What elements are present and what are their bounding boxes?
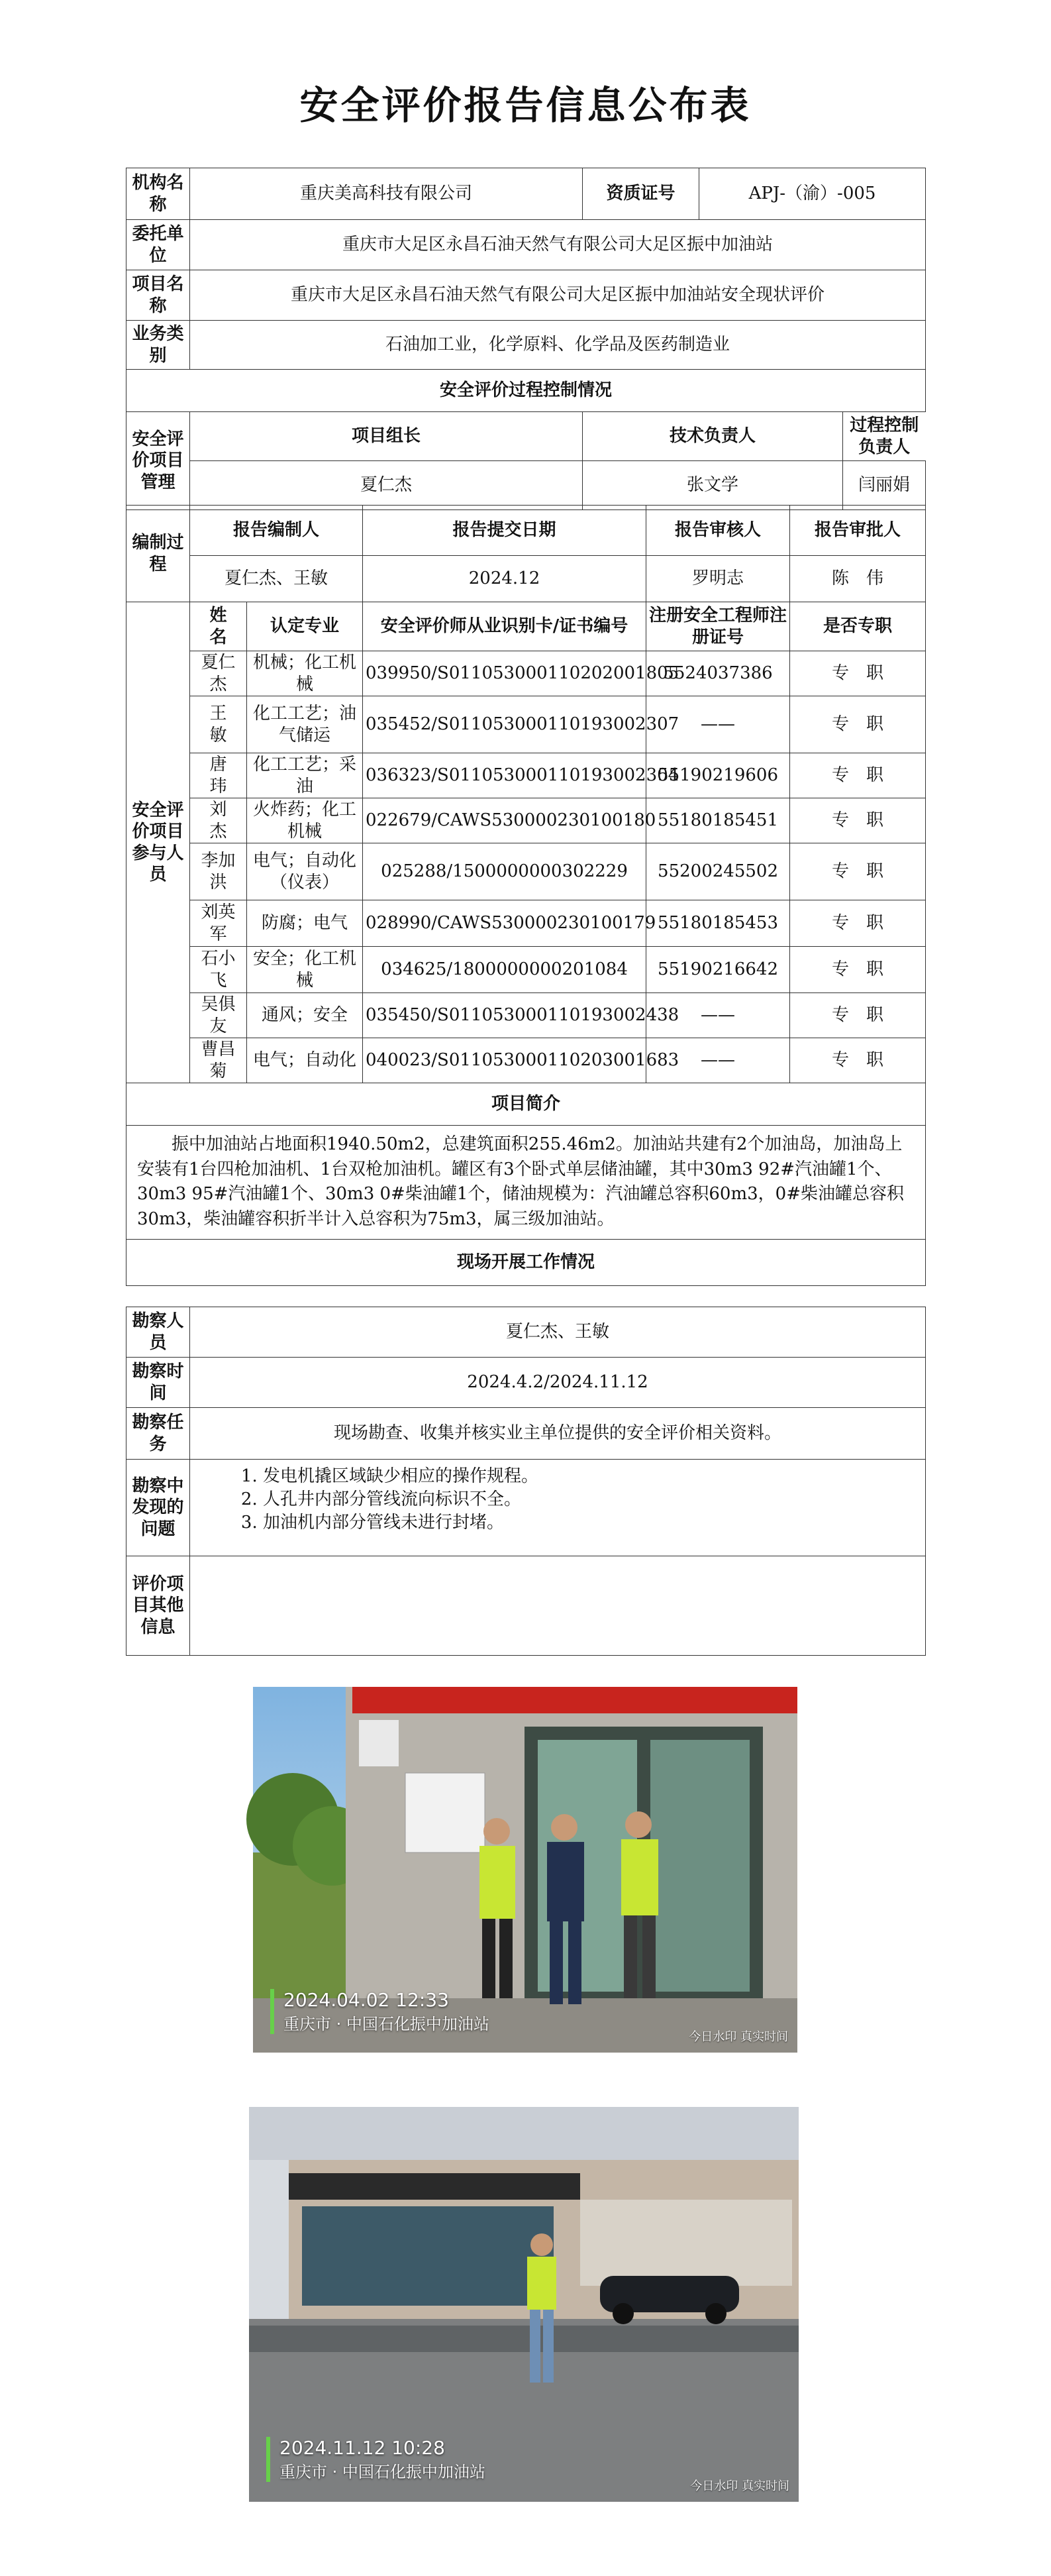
personnel-header-fulltime: 是否专职 [790, 602, 926, 651]
business-label: 业务类别 [126, 321, 190, 370]
person-card: 035452/S011053000110193002307 [363, 696, 646, 753]
compile-author: 夏仁杰、王敏 [190, 556, 363, 602]
client-value: 重庆市大足区永昌石油天然气有限公司大足区振中加油站 [190, 220, 926, 270]
person-reg: 55180185451 [646, 798, 790, 843]
intro-header: 项目简介 [126, 1083, 926, 1126]
person-fulltime: 专 职 [790, 798, 926, 843]
compile-label: 编制过程 [126, 506, 190, 602]
person-specialty: 电气；自动化（仪表） [247, 843, 363, 900]
person-card: 036323/S011053000110193002304 [363, 753, 646, 798]
person-specialty: 化工工艺；油气储运 [247, 696, 363, 753]
issues-list [236, 1465, 919, 1534]
intro-text: 振中加油站占地面积1940.50m2，总建筑面积255.46m2。加油站共建有2个加油岛，加油岛上安装有1台四枪加油机、1台双枪加油机。罐区有3个卧式单层储油罐，其中30m3 92#汽油罐1个、30m3 95#汽油罐1个、30m3 0#柴油罐1个，储油规模为：汽油罐总容积60m3，0#柴油罐总容积30m3，柴油罐容积折半计入总容积为75m3，属三级加油站。 [126, 1126, 926, 1240]
person-card: 034625/1800000000201084 [363, 947, 646, 993]
task-label: 勘察任务 [126, 1408, 190, 1460]
management-label: 安全评价项目管理 [126, 412, 190, 510]
photo-2-location: 重庆市 · 中国石化振中加油站 [279, 2463, 485, 2481]
person-name: 曹昌菊 [190, 1038, 247, 1083]
compile-header-date: 报告提交日期 [363, 506, 646, 556]
org-name: 重庆美高科技有限公司 [190, 168, 583, 220]
table-row [126, 993, 926, 1038]
person-card: 022679/CAWS530000230100180 [363, 798, 646, 843]
org-label: 机构名称 [126, 168, 190, 220]
person-card: 025288/1500000000302229 [363, 843, 646, 900]
inspectors-label: 勘察人员 [126, 1307, 190, 1358]
table-row [126, 696, 926, 753]
photo-2-time: 2024.11.12 10:28 [279, 2437, 445, 2459]
person-reg: 5524037386 [646, 651, 790, 696]
cert-label: 资质证号 [583, 168, 699, 220]
time-value: 2024.4.2/2024.11.12 [190, 1358, 926, 1408]
person-fulltime: 专 职 [790, 947, 926, 993]
person-fulltime: 专 职 [790, 900, 926, 947]
compile-approver: 陈 伟 [790, 556, 926, 602]
person-specialty: 通风；安全 [247, 993, 363, 1038]
person-reg: 55200245502 [646, 843, 790, 900]
person-fulltime: 专 职 [790, 1038, 926, 1083]
person-card: 028990/CAWS530000230100179 [363, 900, 646, 947]
compile-header-author: 报告编制人 [190, 506, 363, 556]
person-card: 035450/S011053000110193002438 [363, 993, 646, 1038]
person-reg: —— [646, 993, 790, 1038]
compile-header-approver: 报告审批人 [790, 506, 926, 556]
mgmt-header-process: 过程控制负责人 [843, 412, 926, 461]
personnel-label: 安全评价项目参与人员 [126, 602, 190, 1083]
business-value: 石油加工业，化学原料、化学品及医药制造业 [190, 321, 926, 370]
personnel-header-name: 姓 名 [190, 602, 247, 651]
issues-label: 勘察中发现的问题 [126, 1460, 190, 1556]
photo-1-location: 重庆市 · 中国石化振中加油站 [283, 2015, 489, 2033]
person-reg: —— [646, 696, 790, 753]
table-row [126, 947, 926, 993]
site-photo-2 [249, 2107, 799, 2502]
person-reg: 55180185453 [646, 900, 790, 947]
person-card: 039950/S011053000110202001805 [363, 651, 646, 696]
inspectors-value: 夏仁杰、王敏 [190, 1307, 926, 1358]
project-label: 项目名称 [126, 270, 190, 321]
person-fulltime: 专 职 [790, 993, 926, 1038]
list-item: 1. 发电机撬区域缺少相应的操作规程。 [263, 1465, 919, 1488]
person-fulltime: 专 职 [790, 843, 926, 900]
cert-no: APJ-（渝）-005 [699, 168, 926, 220]
list-item: 3. 加油机内部分管线未进行封堵。 [263, 1511, 919, 1534]
time-label: 勘察时间 [126, 1358, 190, 1408]
table-row [126, 798, 926, 843]
site-work-table [126, 1307, 926, 1656]
person-name: 刘英军 [190, 900, 247, 947]
report-info-table [126, 168, 926, 510]
person-reg: 55190219606 [646, 753, 790, 798]
personnel-header-card: 安全评价师从业识别卡/证书编号 [363, 602, 646, 651]
table-row [126, 651, 926, 696]
photo-1-stamp [270, 1989, 489, 2034]
site-section-header: 现场开展工作情况 [126, 1239, 926, 1285]
table-row [126, 900, 926, 947]
person-reg: 55190216642 [646, 947, 790, 993]
person-specialty: 机械；化工机械 [247, 651, 363, 696]
client-label: 委托单位 [126, 220, 190, 270]
person-name: 唐 玮 [190, 753, 247, 798]
process-section-header: 安全评价过程控制情况 [126, 370, 926, 412]
list-item: 2. 人孔井内部分管线流向标识不全。 [263, 1488, 919, 1511]
compile-reviewer: 罗明志 [646, 556, 790, 602]
person-fulltime: 专 职 [790, 753, 926, 798]
personnel-header-specialty: 认定专业 [247, 602, 363, 651]
person-name: 吴俱友 [190, 993, 247, 1038]
other-info-label: 评价项目其他信息 [126, 1556, 190, 1656]
other-info-value [190, 1556, 926, 1656]
mgmt-tech: 张文学 [583, 461, 843, 510]
personnel-header-reg: 注册安全工程师注册证号 [646, 602, 790, 651]
photo-2-watermark: 今日水印 真实时间 [690, 2479, 789, 2494]
person-specialty: 防腐；电气 [247, 900, 363, 947]
person-specialty: 火炸药；化工机械 [247, 798, 363, 843]
issues-list-cell [190, 1460, 926, 1556]
compile-header-reviewer: 报告审核人 [646, 506, 790, 556]
person-fulltime: 专 职 [790, 651, 926, 696]
mgmt-header-tech: 技术负责人 [583, 412, 843, 461]
person-name: 夏仁杰 [190, 651, 247, 696]
task-value: 现场勘查、收集并核实业主单位提供的安全评价相关资料。 [190, 1408, 926, 1460]
mgmt-header-leader: 项目组长 [190, 412, 583, 461]
photo-2-stamp [266, 2437, 485, 2482]
person-specialty: 化工工艺；采油 [247, 753, 363, 798]
person-name: 王 敏 [190, 696, 247, 753]
person-name: 李加洪 [190, 843, 247, 900]
photo-1-time: 2024.04.02 12:33 [283, 1989, 449, 2011]
table-row [126, 843, 926, 900]
photo-1-watermark: 今日水印 真实时间 [689, 2030, 788, 2045]
table-row [126, 1038, 926, 1083]
page-title: 安全评价报告信息公布表 [299, 83, 752, 128]
person-specialty: 安全；化工机械 [247, 947, 363, 993]
site-photo-1 [253, 1687, 797, 2053]
table-row [126, 753, 926, 798]
mgmt-process: 闫丽娟 [843, 461, 926, 510]
person-fulltime: 专 职 [790, 696, 926, 753]
mgmt-leader: 夏仁杰 [190, 461, 583, 510]
person-card: 040023/S011053000110203001683 [363, 1038, 646, 1083]
personnel-table [126, 505, 926, 1286]
person-specialty: 电气；自动化 [247, 1038, 363, 1083]
compile-date: 2024.12 [363, 556, 646, 602]
person-name: 石小飞 [190, 947, 247, 993]
person-reg: —— [646, 1038, 790, 1083]
person-name: 刘 杰 [190, 798, 247, 843]
project-value: 重庆市大足区永昌石油天然气有限公司大足区振中加油站安全现状评价 [190, 270, 926, 321]
